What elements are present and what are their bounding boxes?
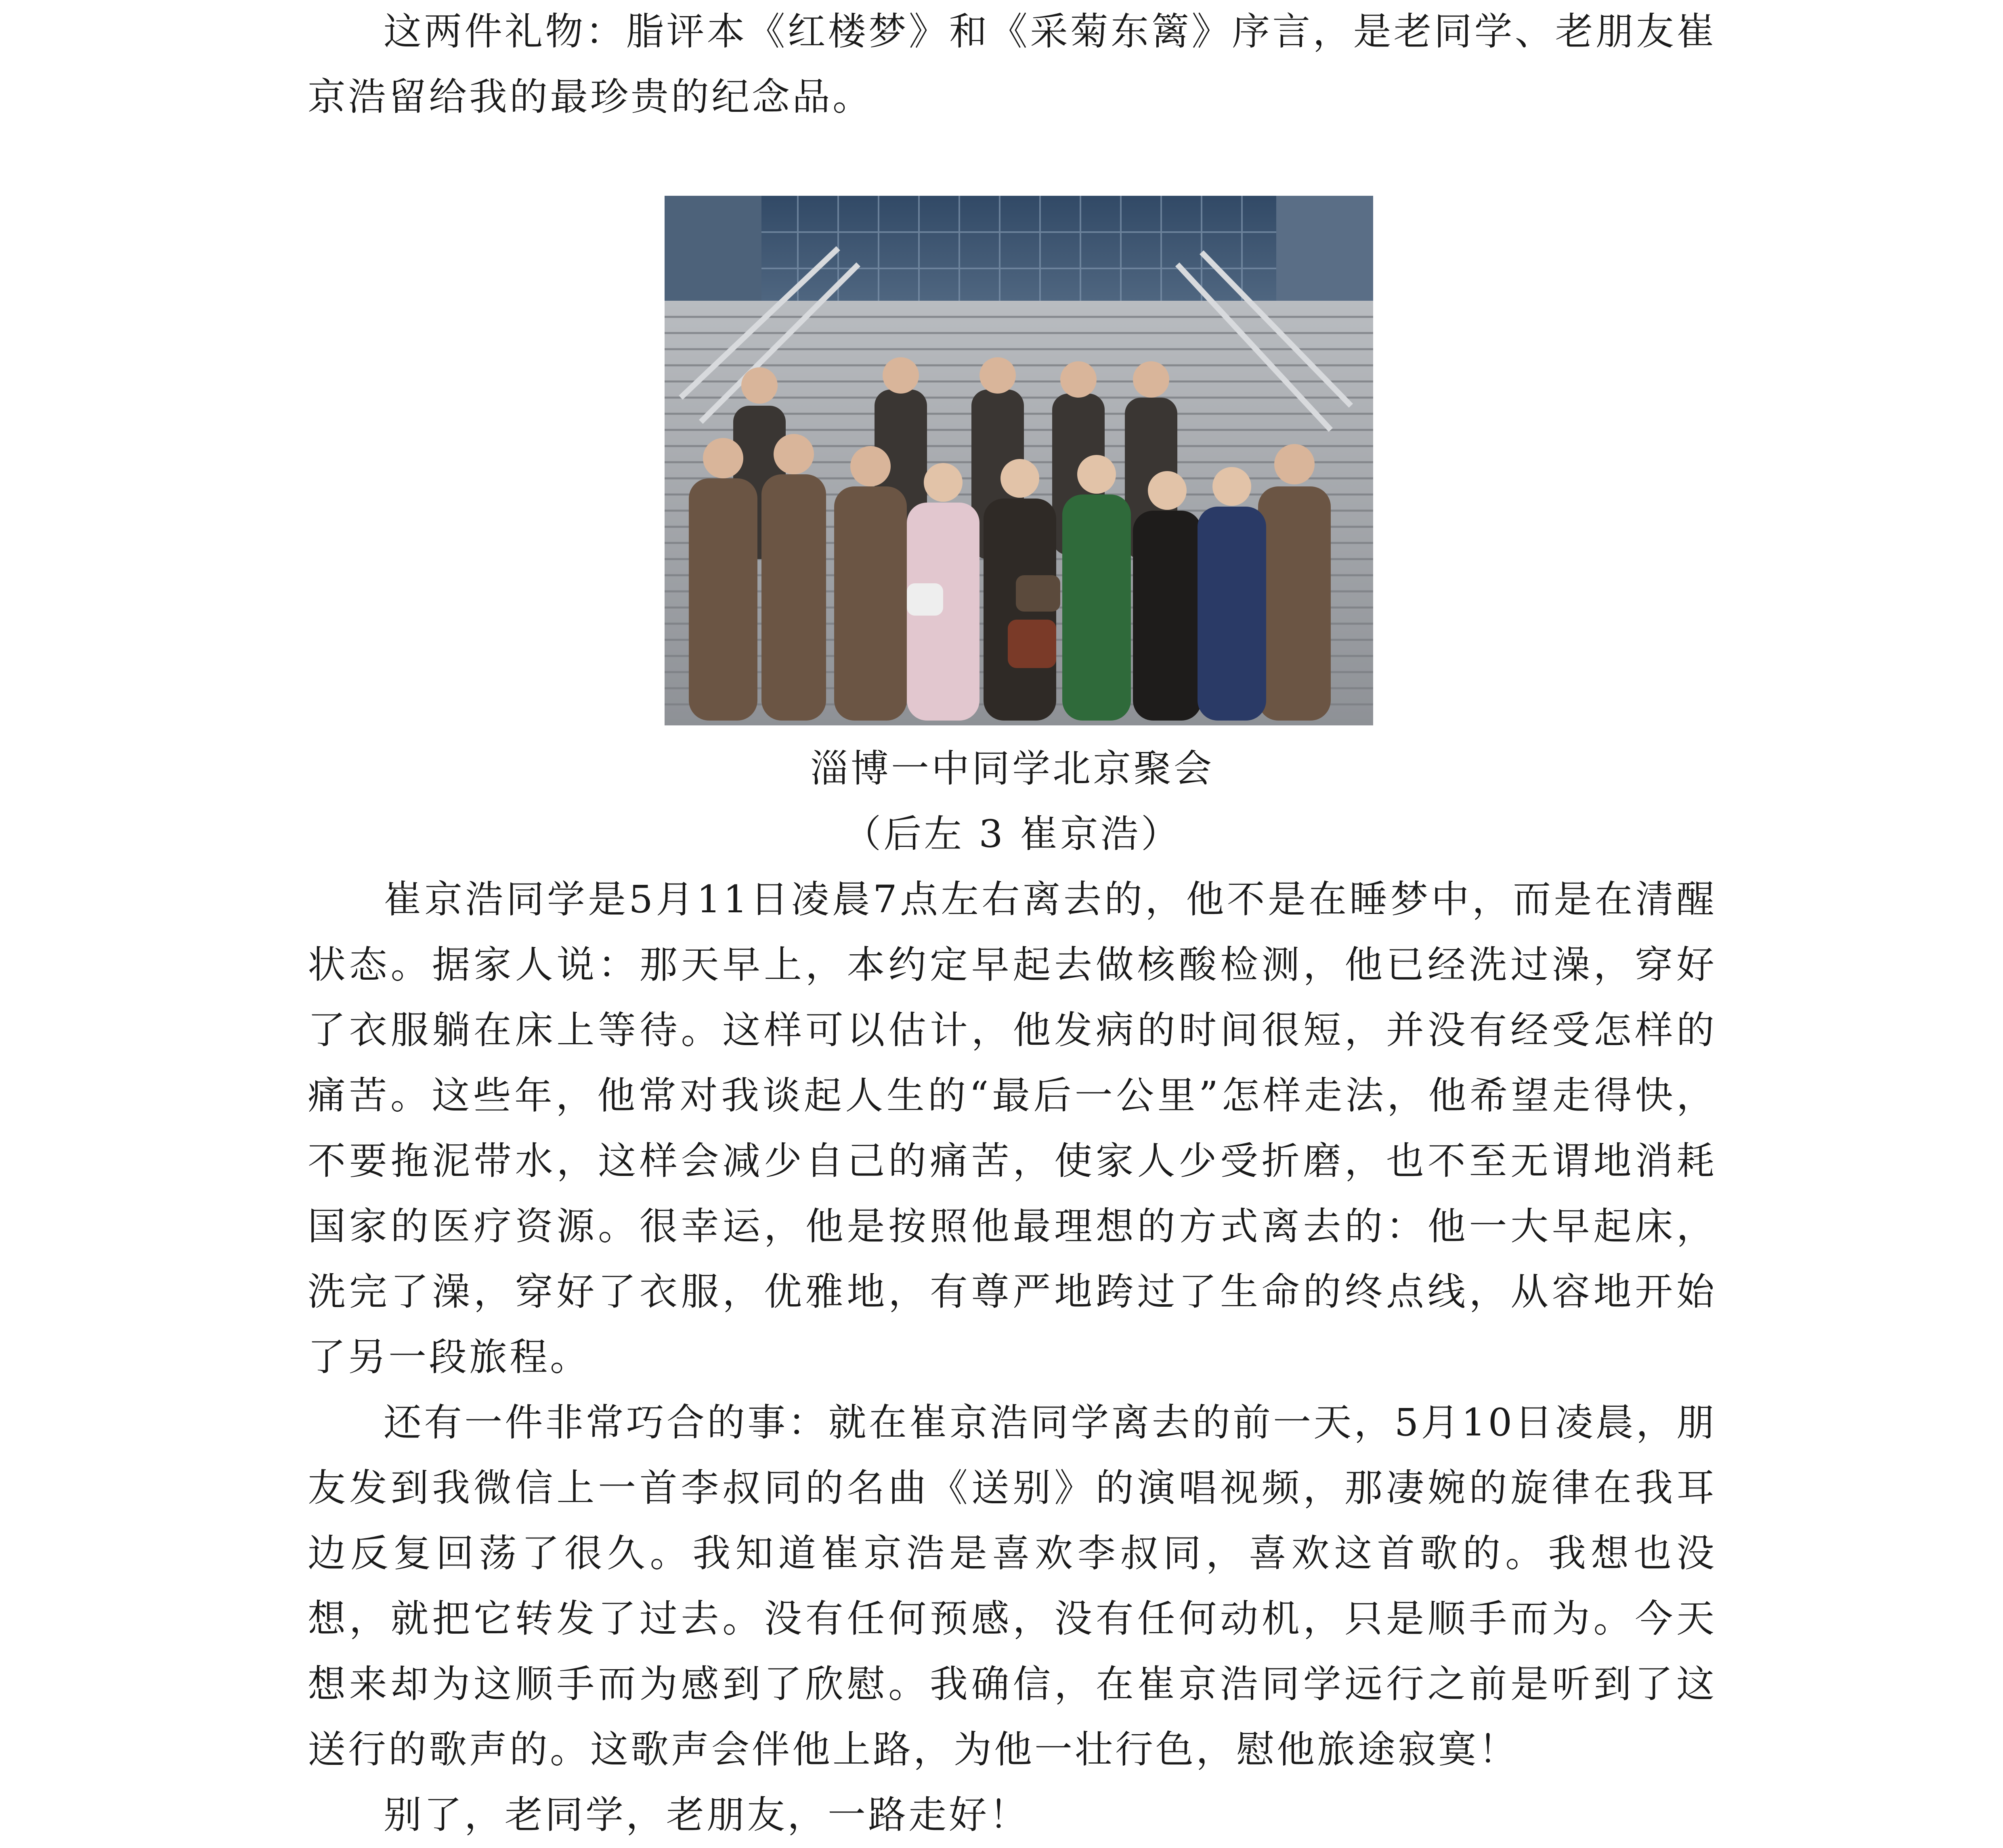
paragraph-goodbye: 别了，老同学，老朋友，一路走好！ bbox=[384, 1793, 1030, 1837]
group-photo bbox=[665, 196, 1373, 725]
paragraph-farewell-song: 还有一件非常巧合的事：就在崔京浩同学离去的前一天，5月10日凌晨，朋友发到我微信上一首李叔同的名曲《送别》的演唱视频，那凄婉的旋律在我耳边反复回荡了很久。我知道崔京浩是喜欢李叔同，喜欢这首歌的。我想也没想，就把它转发了过去。没有任何预感，没有任何动机，只是顺手而为。今天想来却为这顺手而为感到了欣慰。我确信，在崔京浩同学远行之前是听到了这送行的歌声的。这歌声会伴他上路，为他一壮行色，慰他旅途寂寞！ bbox=[308, 1401, 1717, 1772]
photo-caption-line1: 淄博一中同学北京聚会 bbox=[810, 747, 1214, 791]
photo-caption-line2: （后左 3 崔京浩） bbox=[843, 812, 1181, 856]
paragraph-passing: 崔京浩同学是5月11日凌晨7点左右离去的，他不是在睡梦中，而是在清醒状态。据家人说：那天早上，本约定早起去做核酸检测，他已经洗过澡，穿好了衣服躺在床上等待。这样可以估计，他发病的时间很短，并没有经受怎样的痛苦。这些年，他常对我谈起人生的“最后一公里”怎样走法，他希望走得快，不要拖泥带水，这样会减少自己的痛苦，使家人少受折磨，也不至无谓地消耗国家的医疗资源。很幸运，他是按照他最理想的方式离去的：他一大早起床，洗完了澡，穿好了衣服，优雅地，有尊严地跨过了生命的终点线，从容地开始了另一段旅程。 bbox=[308, 878, 1717, 1379]
intro-paragraph: 这两件礼物：脂评本《红楼梦》和《采菊东篱》序言，是老同学、老朋友崔京浩留给我的最珍贵的纪念品。 bbox=[308, 10, 1717, 119]
body-text bbox=[308, 867, 1717, 1848]
